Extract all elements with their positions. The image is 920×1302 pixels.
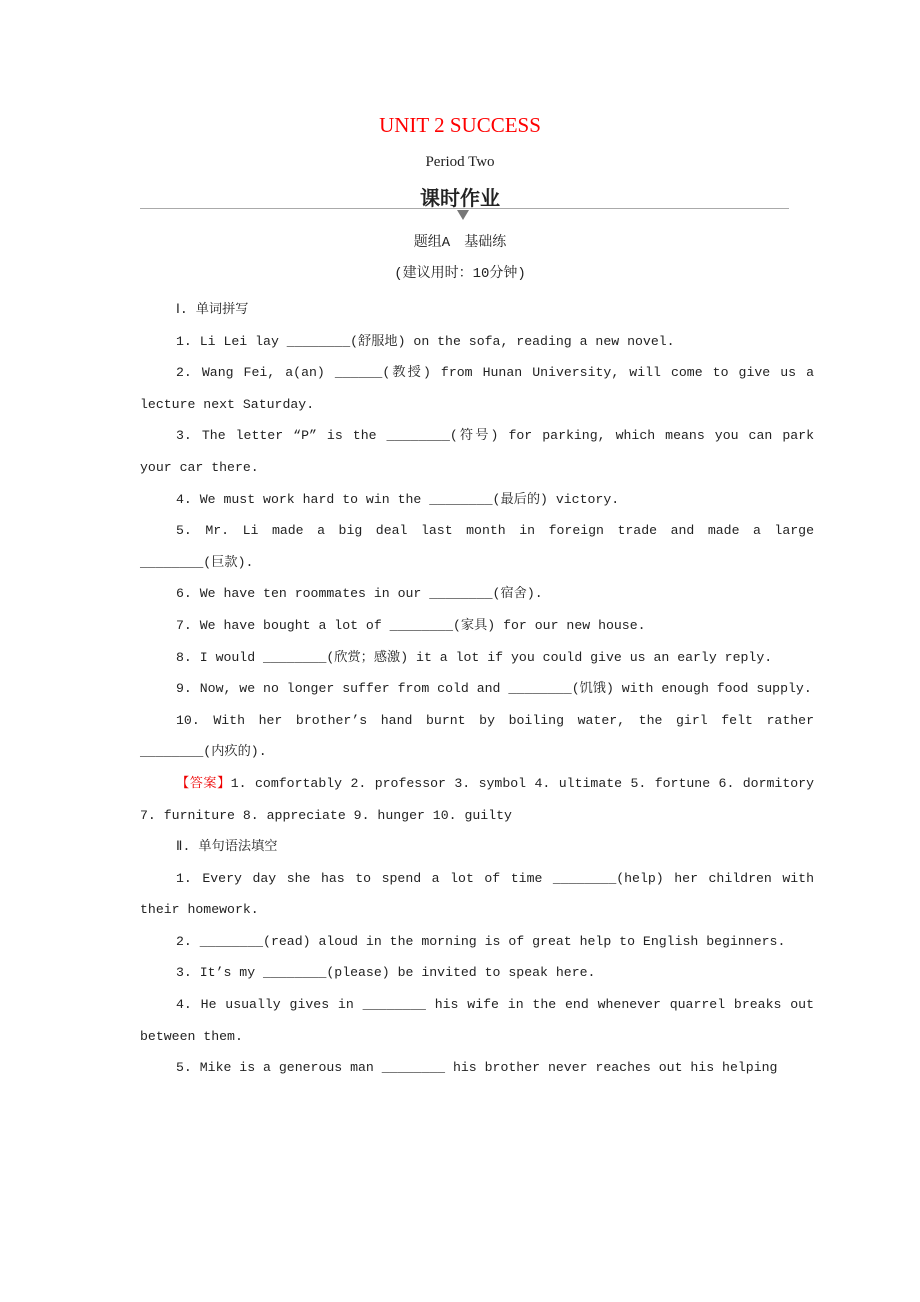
suggested-time: (建议用时：10分钟) [394, 266, 526, 282]
question: 9. Now, we no longer suffer from cold and ________(饥饿) with enough food supply. [176, 681, 812, 697]
question: 5. Mike is a generous man ________ his brother never reaches out his helping [176, 1060, 778, 1076]
exercise-body [140, 294, 814, 1084]
question: 5. Mr. Li made a big deal last month in foreign trade and made a large ________(巨款). [140, 523, 814, 570]
question: 8. I would ________(欣赏；感激) it a lot if you could give us an early reply. [176, 649, 773, 665]
section-heading: Ⅰ. 单词拼写 [176, 302, 249, 317]
homework-heading: 课时作业 [420, 186, 500, 210]
answer-text: 1. comfortably 2. professor 3. symbol 4. ultimate 5. fortune 6. dormitory 7. furniture 8. appreciate 9. hunger 10. guilty [140, 775, 814, 823]
group-label: 题组A 基础练 [413, 235, 507, 251]
unit-title: UNIT 2 SUCCESS [379, 113, 541, 137]
question: 1. Li Lei lay ________(舒服地) on the sofa, reading a new novel. [176, 333, 675, 349]
question: 2. Wang Fei, a(an) ______(教授) from Hunan University, will come to give us a lecture next Saturday. [140, 365, 814, 412]
question: 10. With her brother’s hand burnt by boiling water, the girl felt rather ________(内疚的). [140, 712, 814, 760]
section-heading: Ⅱ. 单句语法填空 [176, 839, 278, 855]
answer-label: 【答案】 [176, 775, 231, 791]
question: 3. It’s my ________(please) be invited to speak here. [176, 965, 596, 981]
question: 4. We must work hard to win the ________(最后的) victory. [176, 491, 620, 507]
question: 2. ________(read) aloud in the morning is of great help to English beginners. [176, 933, 786, 949]
triangle-marker-icon [457, 210, 469, 220]
question: 1. Every day she has to spend a lot of time ________(help) her children with their homework. [140, 870, 814, 918]
question: 3. The letter “P” is the ________(符号) for parking, which means you can park your car there. [140, 428, 814, 475]
period-subtitle: Period Two [425, 154, 495, 170]
question: 6. We have ten roommates in our ________(宿舍). [176, 586, 543, 602]
answer-block [140, 768, 814, 831]
question: 4. He usually gives in ________ his wife in the end whenever quarrel breaks out between them. [140, 997, 814, 1044]
question: 7. We have bought a lot of ________(家具) for our new house. [176, 617, 646, 633]
divider [140, 208, 789, 209]
